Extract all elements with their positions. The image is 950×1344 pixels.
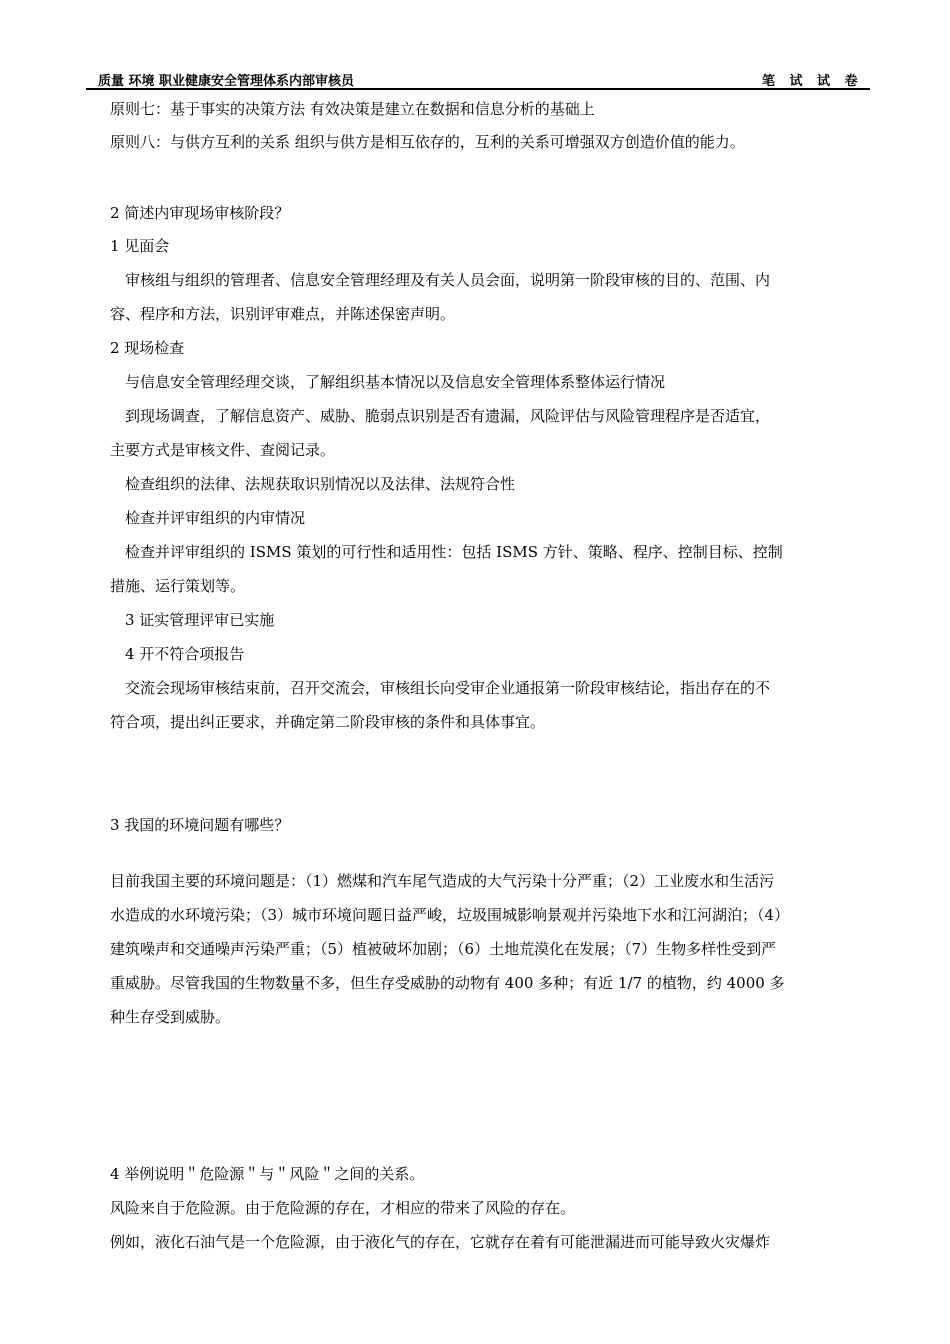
header-title: 质量 环境 职业健康安全管理体系内部审核员	[98, 74, 355, 89]
q2-section-2-body-line-1: 与信息安全管理经理交谈，了解组织基本情况以及信息安全管理体系整体运行情况	[125, 373, 666, 391]
q2-section-2-body-line-6: 检查并评审组织的 ISMS 策划的可行性和适用性：包括 ISMS 方针、策略、程序、控制目标、控制	[125, 543, 783, 561]
q2-section-4-body-line-2: 符合项，提出纠正要求，并确定第二阶段审核的条件和具体事宜。	[110, 713, 546, 731]
q2-section-4-body-line-1: 交流会现场审核结束前，召开交流会，审核组长向受审企业通报第一阶段审核结论，指出存在的不	[125, 679, 771, 697]
q3-answer-line-4: 重威胁。尽管我国的生物数量不多，但生存受威胁的动物有 400 多种；有近 1/7 的植物，约 4000 多	[110, 974, 785, 992]
question-3-heading: 3 我国的环境问题有哪些？	[110, 816, 290, 834]
q3-answer-line-3: 建筑噪声和交通噪声污染严重；（5）植被破坏加剧；（6）土地荒漠化在发展；（7）生物多样性受到严	[110, 940, 777, 958]
question-4-heading: 4 举例说明＂危险源＂与＂风险＂之间的关系。	[110, 1165, 425, 1183]
page-header	[0, 0, 950, 92]
q2-section-2-body-line-5: 检查并评审组织的内审情况	[125, 509, 306, 527]
question-2-heading: 2 简述内审现场审核阶段？	[110, 204, 290, 222]
q2-section-1-title: 1 见面会	[110, 237, 170, 255]
q2-section-3-title: 3 证实管理评审已实施	[125, 611, 275, 629]
header-divider	[86, 88, 870, 90]
q4-answer-line-1: 风险来自于危险源。由于危险源的存在，才相应的带来了风险的存在。	[110, 1199, 576, 1217]
q2-section-1-body-line-1: 审核组与组织的管理者、信息安全管理经理及有关人员会面，说明第一阶段审核的目的、范围、内	[125, 271, 771, 289]
q2-section-2-body-line-4: 检查组织的法律、法规获取识别情况以及法律、法规符合性	[125, 475, 516, 493]
q3-answer-line-2: 水造成的水环境污染；（3）城市环境问题日益严峻，垃圾围城影响景观并污染地下水和江河湖泊；（4）	[110, 906, 790, 924]
q3-answer-line-5: 种生存受到威胁。	[110, 1008, 231, 1026]
q2-section-4-title: 4 开不符合项报告	[125, 645, 245, 663]
q3-answer-line-1: 目前我国主要的环境问题是：（1）燃煤和汽车尾气造成的大气污染十分严重；（2）工业废水和生活污	[110, 872, 775, 890]
header-exam-label: 笔 试 试 卷	[762, 74, 863, 89]
q2-section-2-title: 2 现场检查	[110, 339, 185, 357]
principle-7: 原则七：基于事实的决策方法 有效决策是建立在数据和信息分析的基础上	[110, 100, 595, 118]
principle-8: 原则八：与供方互利的关系 组织与供方是相互依存的，互利的关系可增强双方创造价值的能力。	[110, 133, 745, 151]
q4-answer-line-2: 例如，液化石油气是一个危险源，由于液化气的存在，它就存在着有可能泄漏进而可能导致火灾爆炸	[110, 1233, 771, 1251]
q2-section-2-body-line-2: 到现场调查，了解信息资产、威胁、脆弱点识别是否有遗漏，风险评估与风险管理程序是否适宜，	[125, 407, 771, 425]
q2-section-2-body-line-7: 措施、运行策划等。	[110, 577, 246, 595]
q2-section-2-body-line-3: 主要方式是审核文件、查阅记录。	[110, 441, 336, 459]
q2-section-1-body-line-2: 容、程序和方法，识别评审难点，并陈述保密声明。	[110, 305, 456, 323]
